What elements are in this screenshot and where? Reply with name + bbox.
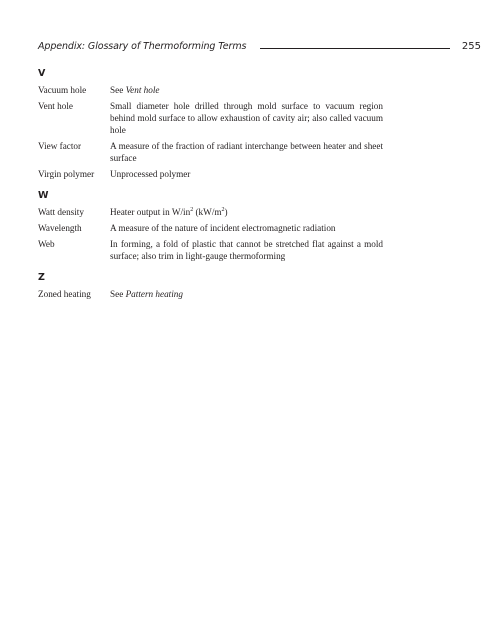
definition-text: )	[224, 207, 228, 217]
glossary-term: Zoned heating	[38, 289, 91, 299]
glossary-term: Vacuum hole	[38, 85, 87, 95]
glossary-definition: Unprocessed polymer	[110, 169, 191, 179]
glossary-definition	[110, 288, 383, 300]
definition-text: Heater output in W/in	[110, 207, 191, 217]
glossary-definition: Small diameter hole drilled through mold surface to vacuum region behind mold surface to allow exhaustion of cavity air; also called vacuum hole	[110, 101, 383, 135]
superscript: 2	[221, 207, 225, 213]
running-header	[38, 38, 481, 52]
glossary-entry	[38, 84, 383, 96]
glossary-entry	[38, 140, 383, 164]
glossary-entry	[38, 222, 383, 234]
glossary-term: Virgin polymer	[38, 169, 95, 179]
glossary-entry	[38, 238, 383, 262]
page-number: 255	[461, 41, 481, 52]
glossary-term: View factor	[38, 141, 82, 151]
definition-prefix: See	[110, 289, 126, 299]
glossary-entry	[38, 100, 383, 136]
glossary-term: Vent hole	[38, 101, 73, 111]
glossary	[38, 68, 383, 304]
header-rule	[260, 48, 450, 49]
glossary-definition: A measure of the fraction of radiant interchange between heater and sheet surface	[110, 141, 383, 163]
section-letter: Z	[38, 272, 45, 283]
glossary-term: Watt density	[38, 207, 84, 217]
section-letter: W	[38, 190, 49, 201]
section-letter: V	[38, 68, 46, 79]
running-header-title: Appendix: Glossary of Thermoforming Terms	[38, 41, 247, 52]
glossary-entry	[38, 206, 383, 218]
glossary-definition: A measure of the nature of incident electromagnetic radiation	[110, 223, 336, 233]
cross-reference: Vent hole	[125, 85, 160, 95]
glossary-section-v	[38, 68, 383, 180]
glossary-section-z	[38, 272, 383, 300]
glossary-entry	[38, 288, 383, 300]
glossary-term: Wavelength	[38, 223, 82, 233]
glossary-definition: In forming, a fold of plastic that cannot be stretched flat against a mold surface; also trim in light-gauge thermoforming	[110, 239, 383, 261]
definition-prefix: See	[110, 85, 126, 95]
superscript: 2	[190, 207, 194, 213]
glossary-section-w	[38, 190, 383, 262]
glossary-entry	[38, 168, 383, 180]
cross-reference: Pattern heating	[125, 289, 183, 299]
glossary-term: Web	[38, 239, 55, 249]
glossary-definition	[110, 206, 383, 218]
definition-text: (kW/m	[193, 207, 222, 217]
glossary-definition	[110, 84, 383, 96]
